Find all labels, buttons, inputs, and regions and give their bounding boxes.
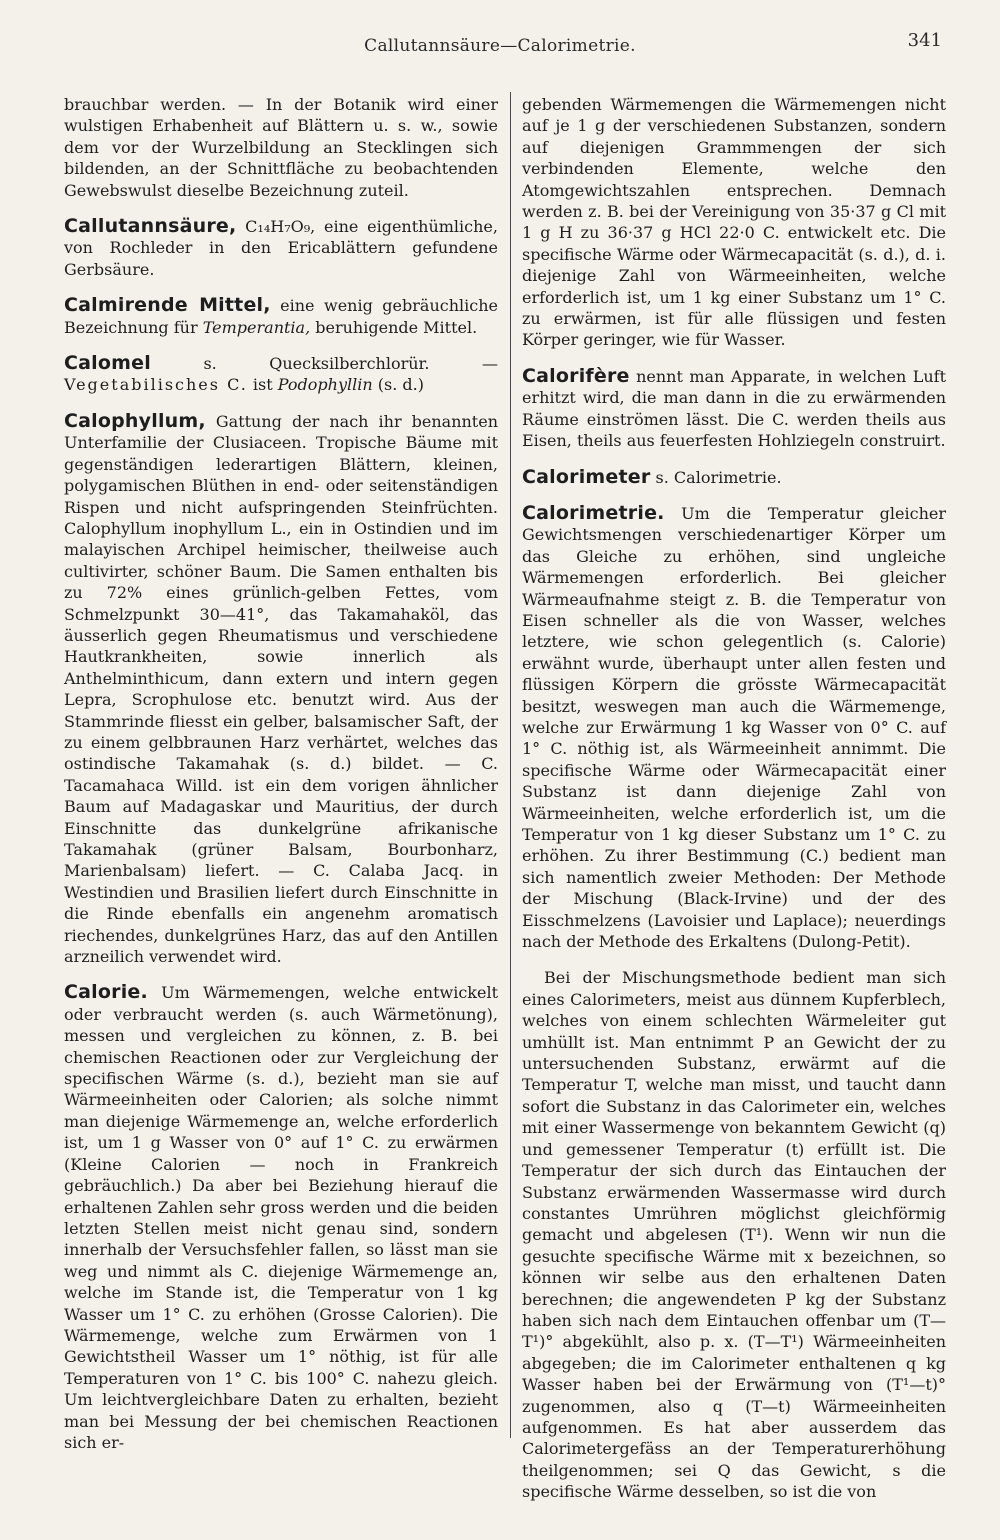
- entry-callutannsaeure: [64, 216, 498, 280]
- entry-headword: Calorifère: [522, 364, 630, 387]
- entry-calorie: [64, 982, 498, 1453]
- entry-text: s. Quecksilberchlorür. —: [203, 354, 499, 374]
- entry-headword: Calorie.: [64, 981, 148, 1004]
- entry-text: Gattung der nach ihr benannten Unterfamilie der Clusiaceen. Tropische Bäume mit gegenständigen lederartigen Blättern, kleinen, polygamischen Blüthen in end- oder seitenständigen Rispen und nicht aufspringenden Steinfrüchten. Calophyllum inophyllum L., ein in Ostindien und im malayischen Archipel heimischer, theilweise auch cultivirter, schöner Baum. Die Samen enthalten bis zu 72% eines grünlich-gelben Fettes, vom Schmelzpunkt 30—41°, das Takamahaköl, das äusserlich gegen Rheumatismus und verschiedene Hautkrankheiten, sowie innerlich als Anthelminthicum, dann extern und intern gegen Lepra, Scrophulose etc. benutzt wird. Aus der Stammrinde fliesst ein gelber, balsamischer Saft, der zu einem gelbbraunen Harz verhärtet, welches das ostindische Takamahak (s. d.) bildet. — C. Tacamahaca Willd. ist ein dem vorigen ähnlicher Baum auf Madagaskar und Mauritius, der durch Einschnitte das dunkelgrüne afrikanische Takamahak (grüner Balsam, Bourbonharz, Marienbalsam) liefert. — C. Calaba Jacq. in Westindien und Brasilien liefert durch Einschnitte in die Rinde ebenfalls ein angenehm aromatisch riechendes, dunkelgrünes Harz, das auf den Antillen arzneilich verwendet wird.: [64, 411, 499, 967]
- entry-calophyllum: [64, 411, 498, 968]
- paragraph-text: gebenden Wärmemengen die Wärmemengen nicht auf je 1 g der verschiedenen Substanzen, sondern auf diejenigen Grammmengen der sich verbindenden Elemente, welche den Atomgewichtszahlen entsprechen. Demnach werden z. B. bei der Vereinigung von 35·37 g Cl mit 1 g H zu 36·37 g HCl 22·0 C. entwickelt etc. Die specifische Wärme oder Wärmecapacität (s. d.), d. i. diejenige Zahl von Wärmeeinheiten, welche erforderlich ist, um 1 kg einer Substanz um 1° C. zu erwärmen, ist für alle flüssigen und festen Körper geringer, wie für Wasser.: [522, 95, 946, 350]
- entry-calorimeter: [522, 467, 946, 488]
- right-column: [522, 94, 946, 1503]
- entry-headword: Calorimetrie.: [522, 501, 665, 524]
- entry-calorifere: [522, 366, 946, 452]
- left-column: [64, 94, 498, 1453]
- entry-text: beruhigende Mittel.: [315, 317, 478, 337]
- entry-headword: Callutannsäure,: [64, 215, 237, 238]
- calorimetrie-paragraph: [522, 967, 946, 1502]
- entry-headword: Calomel: [64, 352, 151, 375]
- entry-text: s. Calorimetrie.: [655, 467, 782, 487]
- entry-text: Um Wärmemengen, welche entwickelt oder verbraucht werden (s. auch Wärmetönung), messen und vergleichen zu können, z. B. bei chemischen Reactionen oder zur Vergleichung der specifischen Wärme (s. d.), bezieht man sie auf Wärmeeinheiten oder Calorien; als solche nimmt man diejenige Wärmemenge an, welche erforderlich ist, um 1 g Wasser von 0° auf 1° C. zu erwärmen (Kleine Calorien — noch in Frankreich gebräuchlich.) Da aber bei Beziehung hierauf die erhaltenen Zahlen sehr gross werden und die beiden letzten Stellen meist nicht genau sind, sondern innerhalb der Versuchsfehler fallen, so lässt man sie weg und nimmt als C. diejenige Wärmemenge an, welche im Stande ist, die Temperatur von 1 kg Wasser um 1° C. zu erhöhen (Grosse Calorien). Die Wärmemenge, welche zum Erwärmen von 1 Gewichtstheil Wasser um 1° nöthig, ist für alle Temperaturen von 1° C. bis 100° C. nahezu gleich. Um leichtvergleichbare Daten zu erhalten, bezieht man bei Messung der bei chemischen Reactionen sich er-: [64, 983, 498, 1452]
- entry-spaced-term: Vegetabilisches C.: [64, 375, 248, 395]
- column-divider: [510, 92, 511, 1438]
- entry-text: (s. d.): [377, 375, 424, 395]
- entry-text: Um die Temperatur gleicher Gewichtsmengen verschiedenartiger Körper um das Gleiche zu erhöhen, sind ungleiche Wärmemengen erforderlich. Bei gleicher Wärmeaufnahme steigt z. B. die Temperatur von Eisen schneller als die von Wasser, welches letztere, wie schon gelegentlich (s. Calorie) erwähnt wurde, überhaupt unter allen festen und flüssigen Körpern die grösste Wärmecapacität besitzt, weswegen man auch die Wärmemenge, welche zur Erwärmung 1 kg Wasser von 0° C. auf 1° C. nöthig ist, als Wärmeeinheit annimmt. Die specifische Wärme oder Wärmecapacität einer Substanz ist dann diejenige Zahl von Wärmeeinheiten, welche erforderlich ist, um die Temperatur von 1 kg dieser Substanz um 1° C. zu erhöhen. Zu ihrer Bestimmung (C.) bedient man sich namentlich zweier Methoden: Der Methode der Mischung (Black-Irvine) und der des Eisschmelzens (Lavoisier und Laplace); neuerdings nach der Methode des Erkaltens (Dulong-Petit).: [522, 503, 946, 952]
- running-head: Callutannsäure—Calorimetrie.: [364, 36, 636, 56]
- continued-paragraph: [522, 94, 946, 351]
- paragraph-text: brauchbar werden. — In der Botanik wird einer wulstigen Erhabenheit auf Blättern u. s. w., sowie dem vor der Wurzelbildung an Stecklingen sich bildenden, an der Schnittfläche zu beobachtenden Gewebswulst dieselbe Bezeichnung zuteil.: [64, 95, 498, 200]
- entry-text: ist: [252, 375, 273, 395]
- entry-text: eine eigenthümliche, von Rochleder in den Ericablättern gefundene Gerbsäure.: [64, 217, 498, 279]
- paragraph-text: Bei der Mischungsmethode bedient man sich eines Calorimeters, meist aus dünnem Kupferblech, welches von einem schlechten Wärmeleiter gut umhüllt ist. Man entnimmt P an Gewicht der zu untersuchenden Substanz, erwärmt auf die Temperatur T, welche man misst, und taucht dann sofort die Substanz in das Calorimeter ein, welches mit einer Wassermenge von bekanntem Gewicht (q) und gemessener Temperatur (t) erfüllt ist. Die Temperatur der sich durch das Eintauchen der Substanz erwärmenden Wassermasse wird durch constantes Umrühren möglichst gleichförmig gemacht und abgelesen (T¹). Wenn wir nun die gesuchte specifische Wärme mit x bezeichnen, so können wir selbe aus den erhaltenen Daten berechnen; die angewendeten P kg der Substanz haben sich nach dem Eintauchen offenbar um (T—T¹)° abgekühlt, also p. x. (T—T¹) Wärmeeinheiten abgegeben; die im Calorimeter enthaltenen q kg Wasser haben bei der Erwärmung von (T¹—t)° zugenommen, also q (T—t) Wärmeeinheiten aufgenommen. Es hat aber ausserdem das Calorimetergefäss an der Temperaturerhöhung theilgenommen; sei Q das Gewicht, s die specifische Wärme desselben, so ist die von: [522, 968, 946, 1502]
- continued-paragraph: [64, 94, 498, 201]
- entry-calorimetrie: [522, 503, 946, 953]
- chemical-formula: C₁₄H₇O₉,: [245, 217, 316, 237]
- entry-italic-term: Temperantia,: [202, 317, 311, 337]
- page-number: 341: [907, 30, 942, 51]
- entry-text: nennt man Apparate, in welchen Luft erhitzt wird, die man dann in die zu erwärmenden Räume einströmen lässt. Die C. werden theils aus Eisen, theils aus feuerfesten Hohlziegeln construirt.: [522, 366, 946, 451]
- entry-italic-term: Podophyllin: [277, 375, 373, 395]
- entry-headword: Calophyllum,: [64, 409, 206, 432]
- entry-headword: Calmirende Mittel,: [64, 294, 271, 317]
- entry-headword: Calorimeter: [522, 465, 651, 488]
- entry-text: eine wenig gebräuchliche Bezeichnung für: [64, 296, 498, 337]
- entry-calmirende-mittel: [64, 295, 498, 338]
- entry-calomel: [64, 353, 498, 396]
